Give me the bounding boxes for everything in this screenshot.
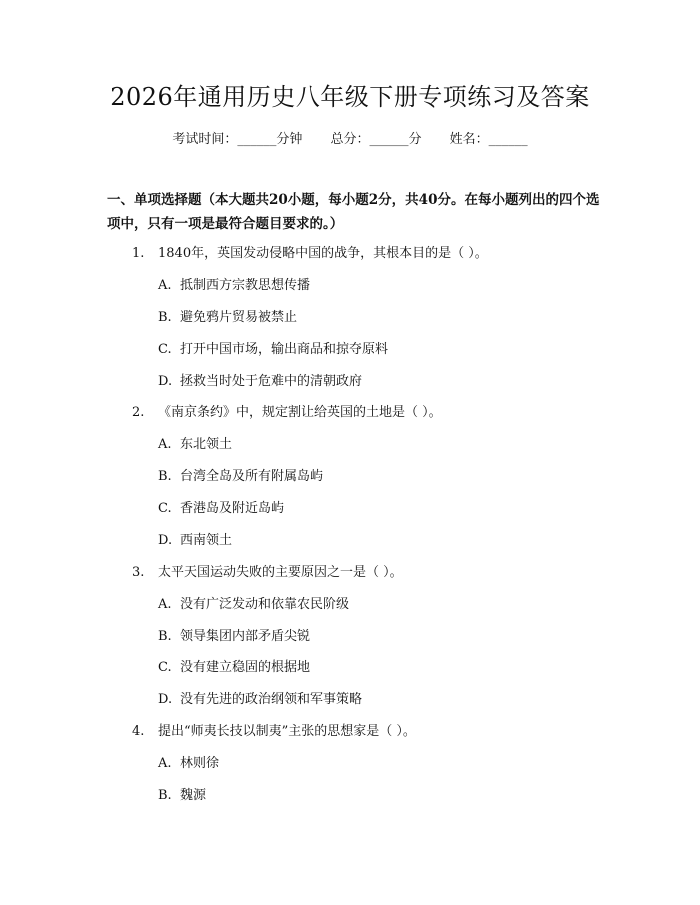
question-3-option-c	[158, 658, 310, 678]
option-letter: B.	[158, 629, 172, 644]
question-2-option-a	[158, 435, 232, 455]
question-number: 4.	[132, 724, 145, 739]
question-2	[132, 403, 442, 423]
question-2-option-b	[158, 467, 323, 487]
option-text: 香港岛及附近岛屿	[180, 501, 285, 516]
option-letter: D.	[158, 533, 173, 548]
option-letter: B.	[158, 310, 172, 325]
option-text: 没有建立稳固的根据地	[180, 660, 311, 675]
option-text: 抵制西方宗教思想传播	[180, 278, 311, 293]
question-2-option-d	[158, 531, 232, 551]
question-1-option-d	[158, 372, 362, 392]
option-letter: D.	[158, 374, 173, 389]
page-title: 2026年通用历史八年级下册专项练习及答案	[110, 83, 590, 111]
option-letter: A.	[158, 756, 172, 771]
question-number: 2.	[132, 405, 145, 420]
option-letter: A.	[158, 597, 172, 612]
option-text: 林则徐	[180, 756, 220, 771]
question-3-option-b	[158, 627, 310, 647]
student-name-field: 姓名：______	[449, 132, 528, 147]
option-letter: C.	[158, 342, 172, 357]
option-letter: A.	[158, 437, 172, 452]
question-3-option-d	[158, 690, 362, 710]
question-3-option-a	[158, 595, 349, 615]
option-text: 避免鸦片贸易被禁止	[180, 310, 298, 325]
question-3	[132, 563, 403, 583]
question-4	[132, 722, 416, 742]
question-2-option-c	[158, 499, 284, 519]
question-text: 《南京条约》中，规定割让给英国的土地是（ ）。	[158, 405, 442, 420]
option-text: 没有先进的政治纲领和军事策略	[180, 692, 363, 707]
question-1	[132, 244, 488, 264]
option-letter: A.	[158, 278, 172, 293]
question-number: 1.	[132, 246, 145, 261]
question-text: 1840年，英国发动侵略中国的战争，其根本目的是（ ）。	[158, 246, 488, 261]
option-letter: B.	[158, 788, 172, 803]
option-letter: B.	[158, 469, 172, 484]
question-4-option-b	[158, 786, 206, 806]
question-number: 3.	[132, 565, 145, 580]
option-text: 台湾全岛及所有附属岛屿	[180, 469, 324, 484]
option-letter: C.	[158, 501, 172, 516]
question-1-option-b	[158, 308, 297, 328]
question-4-option-a	[158, 754, 219, 774]
option-text: 东北领土	[180, 437, 233, 452]
question-1-option-a	[158, 276, 310, 296]
exam-info-line	[0, 130, 700, 150]
question-text: 太平天国运动失败的主要原因之一是（ ）。	[158, 565, 403, 580]
option-text: 打开中国市场，输出商品和掠夺原料	[180, 342, 389, 357]
option-letter: C.	[158, 660, 172, 675]
total-score-field: 总分：______分	[330, 132, 422, 147]
option-text: 魏源	[180, 788, 207, 803]
question-1-option-c	[158, 340, 388, 360]
exam-time-field: 考试时间：______分钟	[172, 132, 303, 147]
option-letter: D.	[158, 692, 173, 707]
option-text: 领导集团内部矛盾尖锐	[180, 629, 311, 644]
option-text: 拯救当时处于危难中的清朝政府	[180, 374, 363, 389]
section-heading: 一、单项选择题（本大题共20小题，每小题2分，共40分。在每小题列出的四个选项中，只有一项是最符合题目要求的。）	[107, 192, 600, 232]
question-text: 提出“师夷长技以制夷”主张的思想家是（ ）。	[158, 724, 416, 739]
option-text: 西南领土	[180, 533, 233, 548]
option-text: 没有广泛发动和依靠农民阶级	[180, 597, 350, 612]
